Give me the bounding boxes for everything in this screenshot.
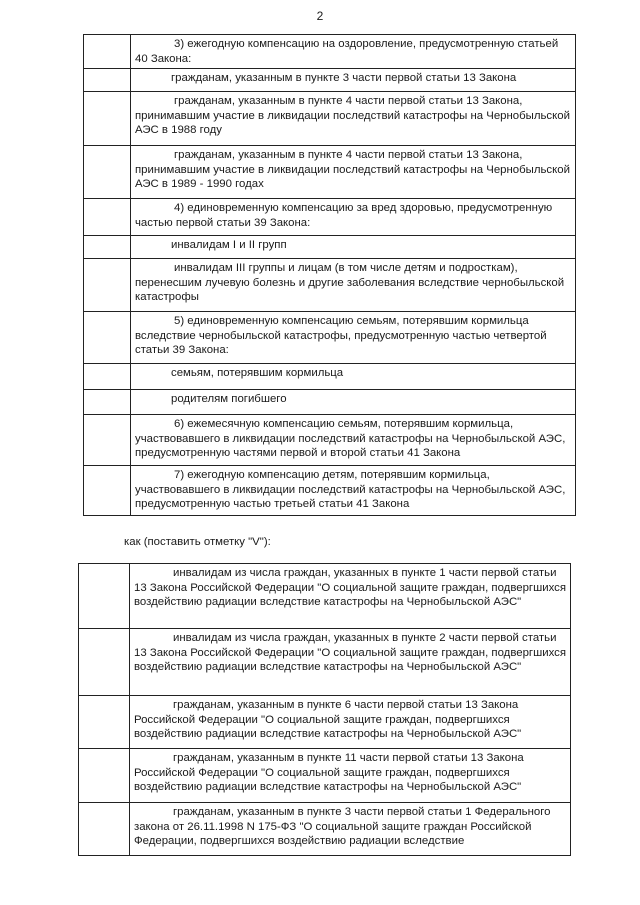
row-text: 3) ежегодную компенсацию на оздоровление, предусмотренную статьей 40 Закона:: [131, 35, 576, 69]
row-text: 5) единовременную компенсацию семьям, потерявшим кормильца вследствие чернобыльской катастрофы, предусмотренную частью четвертой статьи 39 Закона:: [131, 312, 576, 364]
page-number: 2: [316, 9, 324, 23]
row-text: 6) ежемесячную компенсацию семьям, потерявшим кормильца, участвовавшего в ликвидации последствий катастрофы на Чернобыльской АЭС, предусмотренную частями первой и второй статьи 41 Закона: [131, 415, 576, 466]
checkbox-cell[interactable]: [79, 749, 130, 803]
table-row: [84, 35, 576, 69]
checkbox-cell[interactable]: [84, 466, 131, 516]
table-row: [84, 199, 576, 236]
table-row: [84, 466, 576, 516]
table-row: [84, 415, 576, 466]
checkbox-cell[interactable]: [84, 199, 131, 236]
row-text: инвалидам I и II групп: [131, 236, 576, 259]
compensation-table: [83, 34, 576, 516]
checkbox-cell[interactable]: [79, 803, 130, 856]
checkbox-cell[interactable]: [84, 146, 131, 199]
table-row: [79, 749, 571, 803]
checkbox-cell[interactable]: [84, 364, 131, 390]
table-row: [84, 390, 576, 415]
checkbox-cell[interactable]: [84, 236, 131, 259]
row-text: инвалидам из числа граждан, указанных в пункте 1 части первой статьи 13 Закона Российской Федерации "О социальной защите граждан, подвергшихся воздействию радиации вследствие катастрофы на Чернобыльской АЭС": [130, 564, 571, 629]
recipient-category-table: [78, 563, 571, 856]
checkbox-cell[interactable]: [84, 69, 131, 92]
row-text: семьям, потерявшим кормильца: [131, 364, 576, 390]
checkbox-cell[interactable]: [79, 696, 130, 749]
instruction-text: как (поставить отметку "V"):: [124, 536, 271, 548]
checkbox-cell[interactable]: [84, 390, 131, 415]
checkbox-cell[interactable]: [79, 629, 130, 696]
row-text: родителям погибшего: [131, 390, 576, 415]
row-text: гражданам, указанным в пункте 3 части первой статьи 1 Федерального закона от 26.11.1998 N 175-ФЗ "О социальной защите граждан Российской Федерации, подвергшихся воздействию радиации вследствие: [130, 803, 571, 856]
row-text: 4) единовременную компенсацию за вред здоровью, предусмотренную частью первой статьи 39 Закона:: [131, 199, 576, 236]
table-row: [79, 564, 571, 629]
row-text: гражданам, указанным в пункте 6 части первой статьи 13 Закона Российской Федерации "О социальной защите граждан, подвергшихся воздействию радиации вследствие катастрофы на Чернобыльской АЭС": [130, 696, 571, 749]
table-row: [84, 236, 576, 259]
table-row: [84, 312, 576, 364]
checkbox-cell[interactable]: [84, 35, 131, 69]
table-row: [84, 92, 576, 146]
checkbox-cell[interactable]: [84, 259, 131, 312]
row-text: инвалидам III группы и лицам (в том числе детям и подросткам), перенесшим лучевую болезнь и другие заболевания вследствие чернобыльской катастрофы: [131, 259, 576, 312]
table-row: [79, 803, 571, 856]
table-row: [84, 69, 576, 92]
row-text: гражданам, указанным в пункте 11 части первой статьи 13 Закона Российской Федерации "О социальной защите граждан, подвергшихся воздействию радиации вследствие катастрофы на Чернобыльской АЭС": [130, 749, 571, 803]
row-text: гражданам, указанным в пункте 4 части первой статьи 13 Закона, принимавшим участие в ликвидации последствий катастрофы на Чернобыльской АЭС в 1989 - 1990 годах: [131, 146, 576, 199]
row-text: 7) ежегодную компенсацию детям, потерявшим кормильца, участвовавшего в ликвидации последствий катастрофы на Чернобыльской АЭС, предусмотренную частью третьей статьи 41 Закона: [131, 466, 576, 516]
table-row: [84, 259, 576, 312]
table-row: [84, 364, 576, 390]
table-row: [79, 629, 571, 696]
checkbox-cell[interactable]: [84, 92, 131, 146]
table-row: [79, 696, 571, 749]
row-text: инвалидам из числа граждан, указанных в пункте 2 части первой статьи 13 Закона Российской Федерации "О социальной защите граждан, подвергшихся воздействию радиации вследствие катастрофы на Чернобыльской АЭС": [130, 629, 571, 696]
table-row: [84, 146, 576, 199]
row-text: гражданам, указанным в пункте 3 части первой статьи 13 Закона: [131, 69, 576, 92]
checkbox-cell[interactable]: [84, 312, 131, 364]
checkbox-cell[interactable]: [79, 564, 130, 629]
checkbox-cell[interactable]: [84, 415, 131, 466]
row-text: гражданам, указанным в пункте 4 части первой статьи 13 Закона, принимавшим участие в ликвидации последствий катастрофы на Чернобыльской АЭС в 1988 году: [131, 92, 576, 146]
